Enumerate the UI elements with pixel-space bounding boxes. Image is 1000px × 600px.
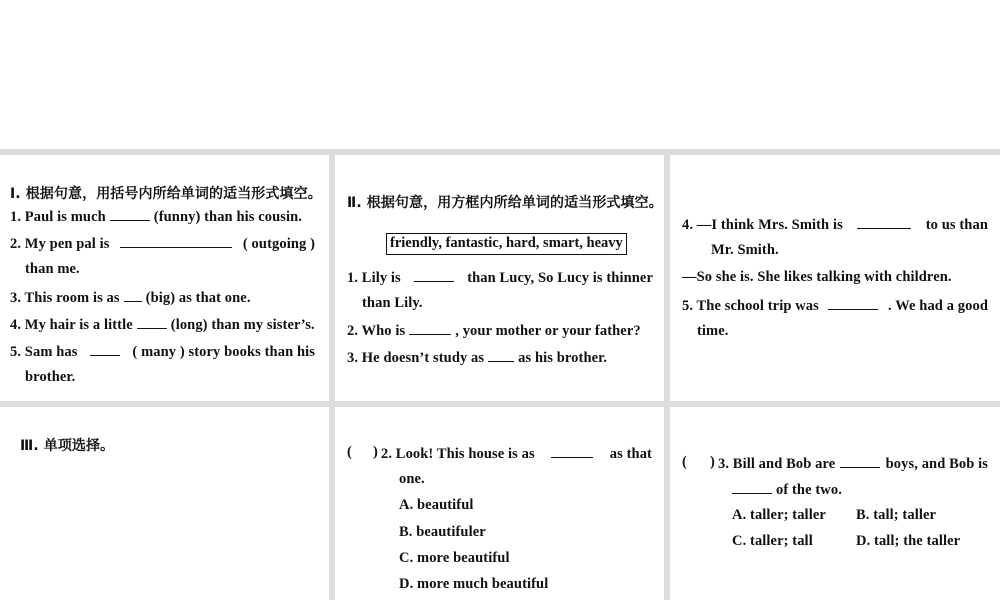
- s2-item-1: 1. Lily is than Lucy, So Lucy is thinner: [347, 270, 653, 286]
- q3-option-c[interactable]: C. taller; tall: [732, 533, 813, 549]
- s1-item-2: 2. My pen pal is ( outgoing ): [10, 236, 315, 252]
- q3-stem: 3. Bill and Bob are boys, and Bob is: [718, 456, 988, 472]
- panel-section-1: [0, 155, 329, 401]
- s2-item-3: 3. He doesn’t study as as his brother.: [347, 350, 608, 366]
- q3-paren-close: ): [710, 454, 715, 470]
- answer-blank[interactable]: [732, 480, 772, 494]
- panel-section-2: [335, 155, 664, 401]
- q2-option-a[interactable]: A. beautiful: [399, 497, 474, 513]
- answer-blank[interactable]: [857, 215, 911, 229]
- answer-blank[interactable]: [110, 207, 150, 221]
- q3-option-d[interactable]: D. tall; the taller: [856, 533, 961, 549]
- panel-section-3: [0, 407, 329, 600]
- s2-item-2: 2. Who is , your mother or your father?: [347, 323, 641, 339]
- answer-blank[interactable]: [90, 342, 120, 356]
- q3-option-b[interactable]: B. tall; taller: [856, 507, 937, 523]
- answer-blank[interactable]: [120, 234, 232, 248]
- answer-blank[interactable]: [551, 444, 593, 458]
- s1-item-3: 3. This room is as (big) as that one.: [10, 290, 251, 306]
- q2-option-b[interactable]: B. beautifuler: [399, 524, 486, 540]
- q2-stem: 2. Look! This house is as as that: [381, 446, 652, 462]
- s2-item-4: 4. —I think Mrs. Smith is to us than: [682, 217, 988, 233]
- s2-item-4-reply: —So she is. She likes talking with children.: [682, 269, 952, 285]
- panel-question-3: [670, 407, 1000, 600]
- section-3-heading: Ⅲ. 单项选择。: [20, 438, 115, 454]
- answer-blank[interactable]: [409, 321, 451, 335]
- s2-item-4-cont: Mr. Smith.: [711, 242, 779, 258]
- s1-item-4: 4. My hair is a little (long) than my sister’s.: [10, 317, 315, 333]
- answer-blank[interactable]: [828, 296, 878, 310]
- q2-answer-slot[interactable]: [357, 444, 371, 460]
- q2-paren-close: ): [373, 444, 378, 460]
- q3-option-a[interactable]: A. taller; taller: [732, 507, 826, 523]
- q3-answer-slot[interactable]: [692, 454, 706, 470]
- panel-question-2: [335, 407, 664, 600]
- section-1-heading: Ⅰ. 根据句意，用括号内所给单词的适当形式填空。: [10, 186, 322, 202]
- answer-blank[interactable]: [124, 288, 142, 302]
- word-box: friendly, fantastic, hard, smart, heavy: [386, 233, 627, 255]
- answer-blank[interactable]: [840, 454, 880, 468]
- s1-item-5-cont: brother.: [25, 369, 76, 385]
- s1-item-2-cont: than me.: [25, 261, 80, 277]
- q2-stem-cont: one.: [399, 471, 425, 487]
- panel-section-2-continued: [670, 155, 1000, 401]
- q2-option-c[interactable]: C. more beautiful: [399, 550, 510, 566]
- s1-item-5: 5. Sam has ( many ) story books than his: [10, 344, 315, 360]
- s2-item-5-cont: time.: [697, 323, 729, 339]
- s2-item-1-cont: than Lily.: [362, 295, 423, 311]
- q3-paren-open: (: [682, 454, 687, 470]
- answer-blank[interactable]: [488, 348, 514, 362]
- q2-paren-open: (: [347, 444, 352, 460]
- q3-stem-cont: of the two.: [732, 480, 842, 499]
- answer-blank[interactable]: [414, 268, 454, 282]
- answer-blank[interactable]: [137, 315, 167, 329]
- q2-option-d[interactable]: D. more much beautiful: [399, 576, 549, 592]
- section-2-heading: Ⅱ. 根据句意，用方框内所给单词的适当形式填空。: [347, 195, 663, 211]
- s2-item-5: 5. The school trip was . We had a good: [682, 298, 988, 314]
- s1-item-1: 1. Paul is much (funny) than his cousin.: [10, 209, 303, 225]
